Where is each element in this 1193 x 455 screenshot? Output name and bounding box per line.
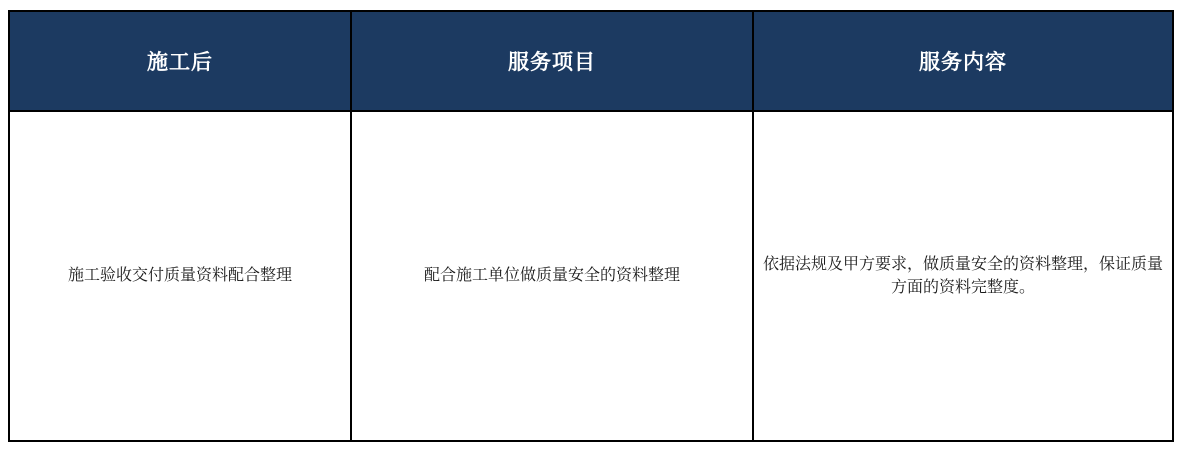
cell-service-item: 配合施工单位做质量安全的资料整理 (351, 111, 753, 441)
cell-service-content: 依据法规及甲方要求，做质量安全的资料整理，保证质量方面的资料完整度。 (753, 111, 1173, 441)
header-cell-service-item: 服务项目 (351, 11, 753, 111)
service-table (8, 10, 1174, 442)
table-row (9, 111, 1173, 441)
header-row (9, 11, 1173, 111)
cell-stage: 施工验收交付质量资料配合整理 (9, 111, 351, 441)
header-cell-service-content: 服务内容 (753, 11, 1173, 111)
header-cell-after-construction: 施工后 (9, 11, 351, 111)
